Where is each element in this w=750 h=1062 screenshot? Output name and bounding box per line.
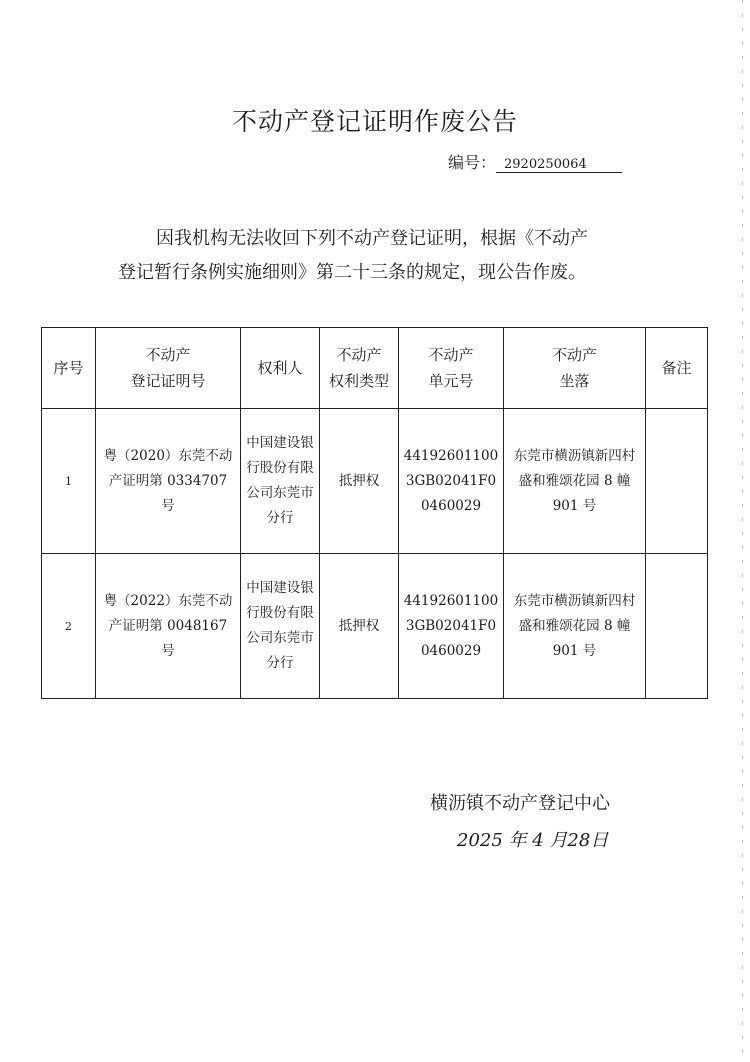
- row-unit-no: 441926011003GB02041F00460029: [399, 554, 504, 699]
- row-remarks: [646, 409, 708, 554]
- notice-line-1: 因我机构无法收回下列不动产登记证明，根据《不动产: [156, 228, 588, 249]
- row-index: 1: [42, 409, 96, 554]
- header-index: 序号: [42, 328, 96, 409]
- row-location: 东莞市横沥镇新四村盛和雅颂花园 8 幢 901 号: [504, 554, 646, 699]
- table-row: [42, 554, 708, 699]
- document-title: 不动产登记证明作废公告: [231, 107, 518, 136]
- header-location: 不动产 坐落: [504, 328, 646, 409]
- notice-paragraph: [118, 222, 648, 290]
- header-unit-no: 不动产 单元号: [399, 328, 504, 409]
- issuing-organization: 横沥镇不动产登记中心: [430, 793, 610, 814]
- row-index: 2: [42, 554, 96, 699]
- notice-line-2: 登记暂行条例实施细则》第二十三条的规定，现公告作废。: [118, 262, 586, 283]
- serial-number: [448, 150, 622, 173]
- row-location: 东莞市横沥镇新四村盛和雅颂花园 8 幢 901 号: [504, 409, 646, 554]
- scan-edge-marks: [742, 0, 743, 1062]
- handwritten-date: 2025 年 4 月28日: [457, 830, 609, 851]
- row-cert-no: 粤（2022）东莞不动产证明第 0048167 号: [96, 554, 241, 699]
- header-holder: 权利人: [241, 328, 320, 409]
- certificate-table: [41, 327, 708, 699]
- header-right-type: 不动产 权利类型: [320, 328, 399, 409]
- table-header-row: [42, 328, 708, 409]
- row-right-type: 抵押权: [320, 409, 399, 554]
- row-remarks: [646, 554, 708, 699]
- row-cert-no: 粤（2020）东莞不动产证明第 0334707 号: [96, 409, 241, 554]
- serial-label: 编号：: [448, 153, 497, 172]
- serial-value: 2920250064: [496, 157, 622, 173]
- table-row: [42, 409, 708, 554]
- row-holder: 中国建设银行股份有限公司东莞市分行: [241, 554, 320, 699]
- header-cert-no: 不动产 登记证明号: [96, 328, 241, 409]
- header-remarks: 备注: [646, 328, 708, 409]
- row-unit-no: 441926011003GB02041F00460029: [399, 409, 504, 554]
- row-right-type: 抵押权: [320, 554, 399, 699]
- row-holder: 中国建设银行股份有限公司东莞市分行: [241, 409, 320, 554]
